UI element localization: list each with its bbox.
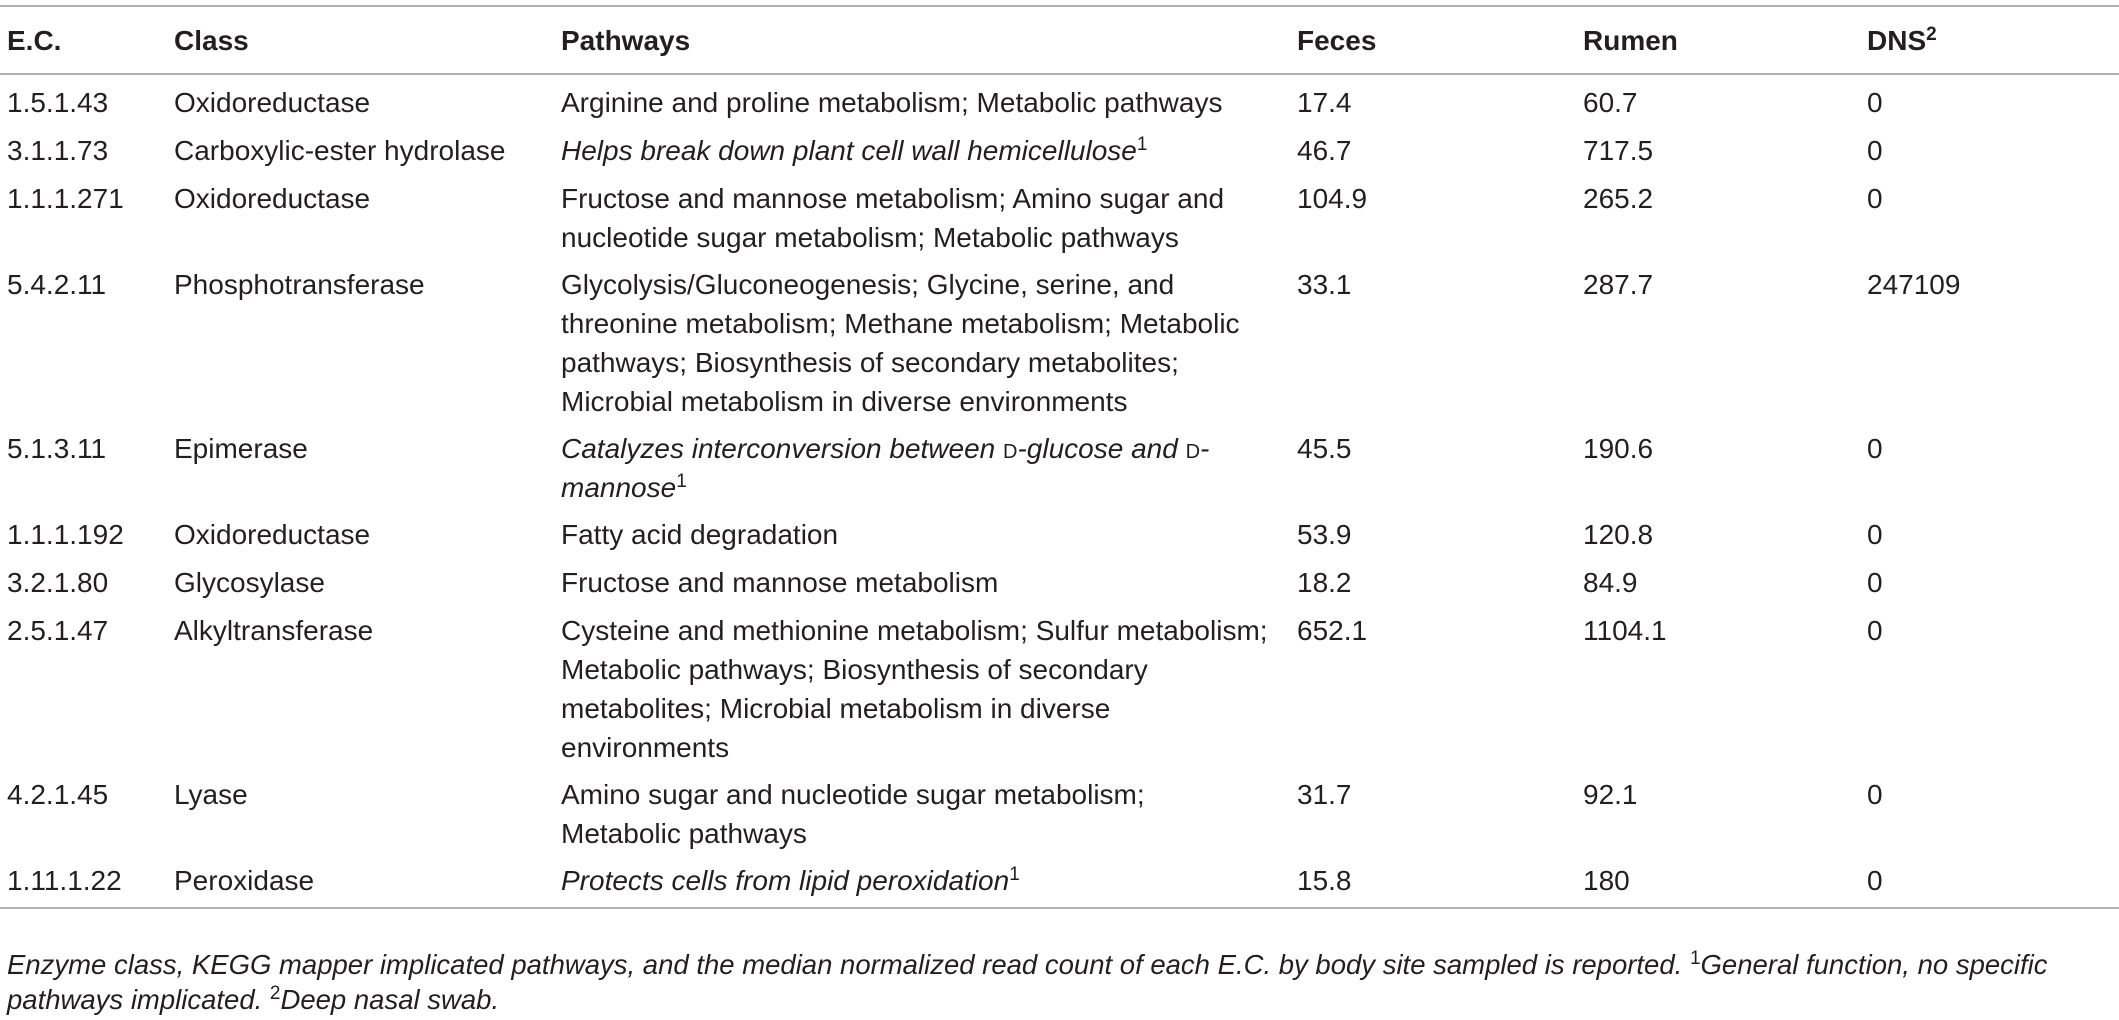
cell-rumen: 120.8 — [1583, 519, 1654, 550]
cell-pathways: Fructose and mannose metabolism; Amino sugar and nucleotide sugar metabolism; Metabolic pathways — [561, 183, 1225, 253]
footnote-mark-1: 1 — [1689, 948, 1701, 969]
table-row — [0, 555, 2119, 603]
table-row — [0, 853, 2119, 908]
cell-ec: 5.1.3.11 — [7, 433, 107, 464]
cell-feces: 15.8 — [1297, 865, 1352, 896]
footnote-mark: 1 — [1009, 864, 1020, 885]
pathways-text: Protects cells from lipid peroxidation — [561, 865, 1010, 896]
table-row — [0, 123, 2119, 171]
cell-dns: 0 — [1867, 779, 1883, 810]
cell-dns: 0 — [1867, 519, 1883, 550]
header-rumen: Rumen — [1583, 24, 1678, 56]
table-row — [0, 74, 2119, 123]
header-dns-footnote-mark: 2 — [1926, 23, 1937, 45]
pathways-smallcaps-d1: d — [1003, 433, 1018, 464]
pathways-smallcaps-d2: d — [1185, 433, 1201, 464]
cell-rumen: 84.9 — [1583, 567, 1638, 598]
cell-pathways: Glycolysis/Gluconeogenesis; Glycine, serine, and threonine metabolism; Methane metabolism; Metabolic pathways; Biosynthesis of secondary metabolites; Microbial metabolism in diverse environments — [561, 269, 1240, 417]
cell-rumen: 60.7 — [1583, 87, 1638, 118]
footnote-mark: 1 — [1136, 134, 1148, 155]
cell-rumen: 287.7 — [1583, 269, 1654, 300]
cell-class: Phosphotransferase — [174, 269, 425, 300]
table-footnote — [7, 947, 2112, 1017]
header-row — [0, 6, 2119, 74]
cell-rumen: 717.5 — [1583, 135, 1654, 166]
cell-ec: 1.5.1.43 — [7, 87, 109, 118]
header-pathways: Pathways — [561, 24, 691, 56]
cell-feces: 45.5 — [1297, 433, 1352, 464]
cell-rumen: 265.2 — [1583, 183, 1654, 214]
cell-dns: 0 — [1867, 567, 1883, 598]
cell-ec: 2.5.1.47 — [7, 615, 109, 646]
header-ec: E.C. — [7, 24, 62, 56]
table-row — [0, 603, 2119, 767]
cell-ec: 1.1.1.271 — [7, 183, 124, 214]
cell-ec: 1.11.1.22 — [7, 865, 122, 896]
footnote-text-1: Enzyme class, KEGG mapper implicated pathways, and the median normalized read count of each E.C. by body site sampled is reported. — [7, 949, 1690, 980]
cell-feces: 18.2 — [1297, 567, 1352, 598]
cell-rumen: 190.6 — [1583, 433, 1654, 464]
cell-pathways — [554, 853, 1290, 908]
cell-ec: 5.4.2.11 — [7, 269, 107, 300]
cell-dns: 0 — [1867, 865, 1883, 896]
cell-class: Glycosylase — [174, 567, 325, 598]
cell-feces: 53.9 — [1297, 519, 1352, 550]
table-row — [0, 257, 2119, 421]
cell-feces: 17.4 — [1297, 87, 1352, 118]
pathways-text-a: Catalyzes interconversion between — [561, 433, 1004, 464]
table-body — [0, 74, 2119, 908]
cell-rumen: 180 — [1583, 865, 1630, 896]
cell-class: Epimerase — [174, 433, 308, 464]
cell-pathways: Amino sugar and nucleotide sugar metabolism; Metabolic pathways — [561, 779, 1145, 849]
pathways-text-c: -mannose — [561, 433, 1210, 503]
cell-class: Oxidoreductase — [174, 183, 371, 214]
footnote-mark: 1 — [676, 471, 687, 492]
cell-feces: 33.1 — [1297, 269, 1352, 300]
footnote-mark-2: 2 — [269, 983, 281, 1004]
cell-class: Alkyltransferase — [174, 615, 374, 646]
cell-pathways: Fructose and mannose metabolism — [561, 567, 999, 598]
cell-dns: 0 — [1867, 135, 1883, 166]
cell-ec: 1.1.1.192 — [7, 519, 124, 550]
cell-dns: 247109 — [1867, 269, 1961, 300]
table-row — [0, 767, 2119, 853]
footnote-text-3: Deep nasal swab. — [280, 984, 500, 1015]
cell-dns: 0 — [1867, 615, 1883, 646]
cell-ec: 3.2.1.80 — [7, 567, 109, 598]
footnote-text-2: General function, no specific pathways implicated. — [7, 949, 2048, 1015]
cell-dns: 0 — [1867, 87, 1883, 118]
cell-class: Oxidoreductase — [174, 519, 371, 550]
cell-dns: 0 — [1867, 433, 1883, 464]
cell-ec: 4.2.1.45 — [7, 779, 109, 810]
table-header — [0, 6, 2119, 74]
cell-feces: 104.9 — [1297, 183, 1368, 214]
table-row — [0, 507, 2119, 555]
table-row — [0, 171, 2119, 257]
cell-dns: 0 — [1867, 183, 1883, 214]
cell-pathways: Fatty acid degradation — [561, 519, 839, 550]
enzyme-table — [0, 5, 2119, 909]
cell-feces: 46.7 — [1297, 135, 1352, 166]
cell-class: Carboxylic-ester hydrolase — [174, 135, 506, 166]
cell-pathways: Cysteine and methionine metabolism; Sulfur metabolism; Metabolic pathways; Biosynthesis of secondary metabolites; Microbial metabolism in diverse environments — [561, 615, 1268, 763]
cell-class: Oxidoreductase — [174, 87, 371, 118]
cell-pathways: Arginine and proline metabolism; Metabolic pathways — [561, 87, 1223, 118]
header-dns — [1860, 6, 2119, 74]
cell-feces: 31.7 — [1297, 779, 1352, 810]
cell-feces: 652.1 — [1297, 615, 1368, 646]
cell-ec: 3.1.1.73 — [7, 135, 109, 166]
table-row — [0, 421, 2119, 507]
cell-rumen: 1104.1 — [1583, 615, 1667, 646]
pathways-text: Helps break down plant cell wall hemicellulose — [561, 135, 1137, 166]
cell-rumen: 92.1 — [1583, 779, 1638, 810]
cell-pathways — [554, 421, 1290, 507]
cell-pathways — [554, 123, 1290, 171]
pathways-text-b: -glucose and — [1017, 433, 1186, 464]
header-dns-label: DNS — [1867, 24, 1927, 56]
cell-class: Peroxidase — [174, 865, 315, 896]
header-class: Class — [174, 24, 249, 56]
cell-class: Lyase — [174, 779, 248, 810]
header-feces: Feces — [1297, 24, 1377, 56]
